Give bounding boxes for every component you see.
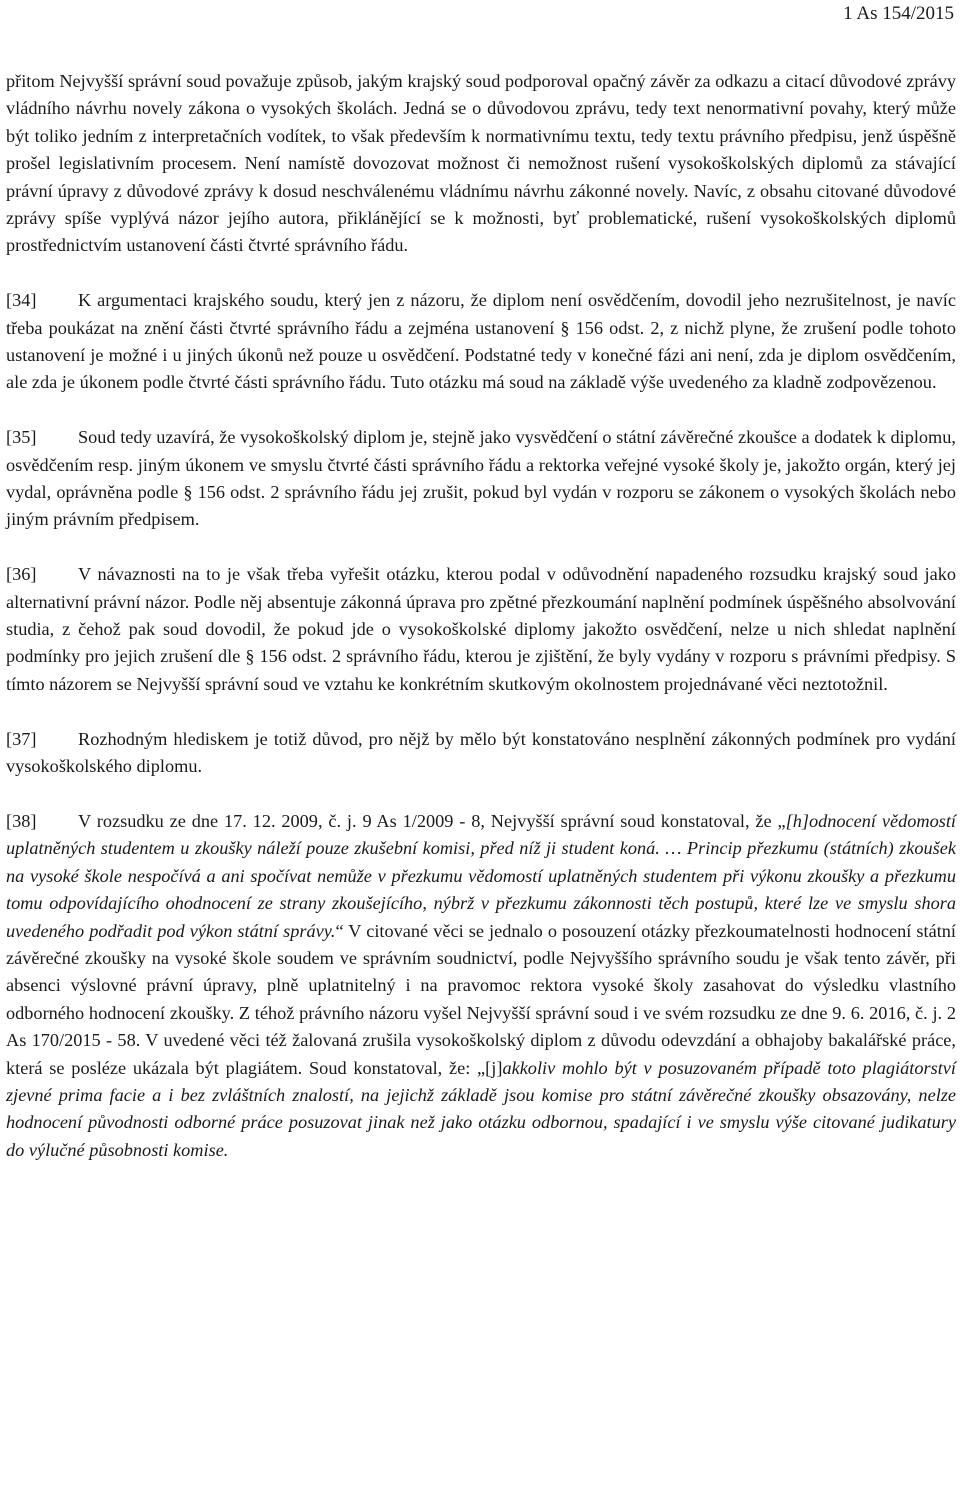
paragraph-text: Rozhodným hlediskem je totiž důvod, pro nějž by mělo být konstatováno nesplnění zákonných podmínek pro vydání vysokoškolského diplomu. — [6, 728, 956, 777]
paragraph-36 — [6, 561, 956, 698]
paragraph-text: Soud tedy uzavírá, že vysokoškolský diplom je, stejně jako vysvědčení o státní závěrečné zkoušce a dodatek k diplomu, osvědčením resp. jiným úkonem ve smyslu čtvrté části správního řádu a rektorka veřejné vysoké školy je, jakožto orgán, který jej vydal, oprávněna podle § 156 odst. 2 správního řádu jej zrušit, pokud byl vydán v rozporu se zákonem o vysokých školách nebo jiným právním předpisem. — [6, 427, 956, 530]
paragraph-text: K argumentaci krajského soudu, který jen z názoru, že diplom není osvědčením, dovodil jeho nezrušitelnost, je navíc třeba poukázat na znění části čtvrté správního řádu a zejména ustanovení § 156 odst. 2, z nichž plyne, že zrušení podle tohoto ustanovení je možné i u jiných úkonů než pouze u osvědčení. Podstatné tedy v konečné fázi ani není, zda je diplom osvědčením, ale zda je úkonem podle čtvrté části správního řádu. Tuto otázku má soud na základě výše uvedeného za kladně zodpovězenou. — [6, 290, 956, 393]
page-header-case-number: 1 As 154/2015 — [843, 3, 954, 24]
paragraph-38 — [6, 808, 956, 1164]
paragraph-number: [38] — [6, 810, 37, 831]
paragraph-35 — [6, 424, 956, 534]
paragraph-number: [37] — [6, 728, 37, 749]
paragraph-text: přitom Nejvyšší správní soud považuje způsob, jakým krajský soud podporoval opačný závěr za odkazu a citací důvodové zprávy vládního návrhu novely zákona o vysokých školách. Jedná se o důvodovou zprávu, tedy text nenormativní povahy, který může být toliko jedním z interpretačních vodítek, to však především k normativnímu textu, tedy textu právního předpisu, jenž úspěšně prošel legislativním procesem. Není namístě dovozovat možnost či nemožnost rušení vysokoškolských diplomů za stávající právní úpravy z důvodové zprávy k dosud neschválenému vládnímu návrhu zákonné novely. Navíc, z obsahu citované důvodové zprávy spíše vyplývá názor jejího autora, přiklánějící se k možnosti, byť problematické, rušení vysokoškolských diplomů prostřednictvím ustanovení části čtvrté správního řádu. — [6, 71, 956, 256]
paragraph-text: V rozsudku ze dne 17. 12. 2009, č. j. 9 As 1/2009 - 8, Nejvyšší správní soud konstatoval, že „ — [78, 810, 786, 831]
paragraph-number: [36] — [6, 564, 37, 585]
paragraph-number: [35] — [6, 427, 37, 448]
paragraph-text: “ V citované věci se jednalo o posouzení otázky přezkoumatelnosti hodnocení státní závěrečné zkoušky na vysoké škole soudem ve správním soudnictví, podle Nejvyššího správního soudu je však tento závěr, při absenci výslovné právní úpravy, plně uplatnitelný i na pravomoc rektora vysoké školy zasahovat do výsledku vlastního odborného hodnocení zkoušky. Z téhož právního názoru vyšel Nejvyšší správní soud i ve svém rozsudku ze dne 9. 6. 2016, č. j. 2 As 170/2015 - 58. V uvedené věci též žalovaná zrušila vysokoškolský diplom z důvodu odevzdání a obhajoby bakalářské práce, která se posléze ukázala být plagiátem. Soud konstatoval, že: „[j] — [6, 920, 956, 1078]
paragraph-continued — [6, 68, 956, 260]
paragraph-text: V návaznosti na to je však třeba vyřešit otázku, kterou podal v odůvodnění napadeného rozsudku krajský soud jako alternativní právní názor. Podle něj absentuje zákonná úprava pro zpětné přezkoumání naplnění podmínek úspěšného absolvování studia, z čehož pak soud dovodil, že pokud jde o vysokoškolské diplomy jakožto osvědčení, nelze u nich shledat naplnění podmínky pro jejich zrušení dle § 156 odst. 2 správního řádu, kterou je zjištění, že byly vydány v rozporu s právními předpisy. S tímto názorem se Nejvyšší správní soud ve vztahu ke konkrétním skutkovým okolnostem projednávané věci neztotožnil. — [6, 564, 956, 694]
paragraph-34 — [6, 287, 956, 397]
quoted-judgment-text: [h]odnocení vědomostí uplatněných studentem u zkoušky náleží pouze zkušební komisi, před níž ji student koná. … Princip přezkumu (státních) zkoušek na vysoké škole nespočívá a ani spočívat nemůže v přezkumu vědomostí uplatněných studentem při výkonu zkoušky a přezkumu tomu odpovídajícího ohodnocení ze strany zkoušejícího, nýbrž v přezkumu zákonnosti těch postupů, které lze ve smyslu shora uvedeného podřadit pod výkon státní správy. — [6, 810, 956, 941]
paragraph-number: [34] — [6, 290, 37, 311]
document-body — [6, 68, 956, 1164]
paragraph-37 — [6, 726, 956, 781]
quoted-judgment-text: akkoliv mohlo být v posuzovaném případě toto plagiátorství zjevné prima facie a i bez zvláštních znalostí, na jejichž základě jsou komise pro státní závěrečné zkoušky obsazovány, nelze hodnocení původnosti odborné práce posuzovat jinak než jako otázku odbornou, spadající i ve smyslu výše citované judikatury do výlučné působnosti komise. — [6, 1057, 956, 1160]
